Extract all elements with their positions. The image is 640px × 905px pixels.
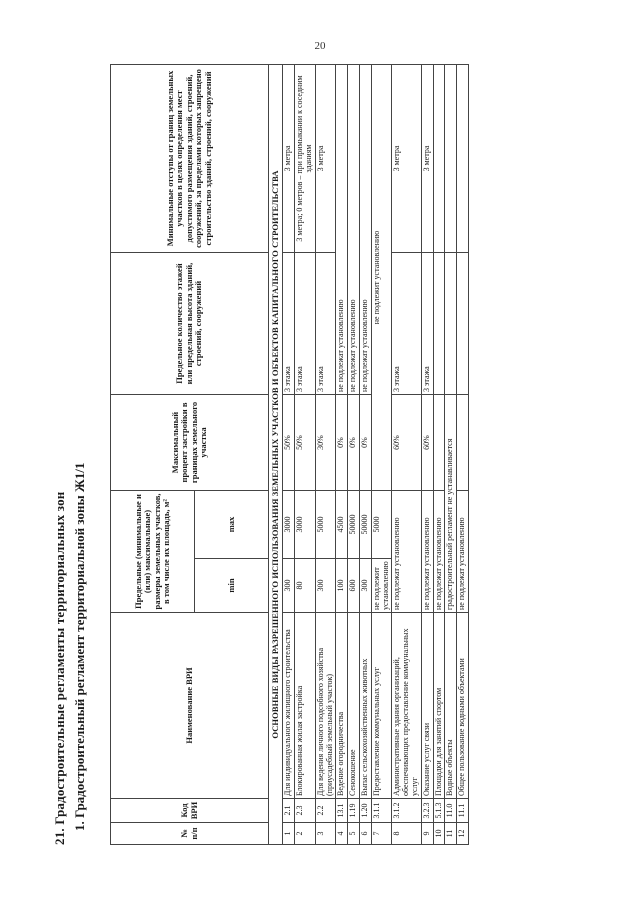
cell-size-note: не подлежат установлению [433,491,445,613]
cell-percent: 0% [359,395,371,491]
table-row [348,65,360,845]
cell-min: 80 [295,559,316,613]
cell-size-note: не подлежат установлению [421,491,433,613]
cell-setback: 3 метра [421,65,433,253]
cell-floors [457,253,469,395]
cell-percent: 60% [392,395,421,491]
cell-min: 300 [283,559,295,613]
cell-name: Водные объекты [445,613,457,799]
cell-percent [457,395,469,491]
cell-name: Блокированная жилая застройка [295,613,316,799]
cell-not-established: не подлежат установлению [348,65,360,395]
table-row [457,65,469,845]
cell-floors: 3 этажа [295,253,316,395]
cell-floors [433,253,445,395]
cell-size-note: не подлежат установлению [392,491,421,613]
col-header-name: Наименование ВРИ [111,613,269,799]
cell-num: 8 [392,823,421,845]
cell-max: 4500 [336,491,348,559]
table-row [433,65,445,845]
cell-min: не подлежит установлению [371,559,392,613]
cell-name: Выпас сельскохозяйственных животных [359,613,371,799]
cell-code: 5.1.3 [433,799,445,823]
cell-setback: 3 метра [315,65,336,253]
cell-code: 3.1.2 [392,799,421,823]
cell-min: 100 [336,559,348,613]
table-row [283,65,295,845]
cell-setback [457,65,469,253]
section-subheading: 1. Градостроительный регламент территориальной зоны Ж1/1 [72,462,87,831]
cell-name: Площадки для занятий спортом [433,613,445,799]
regulation-table [110,64,469,845]
cell-percent: 50% [295,395,316,491]
section-title: ОСНОВНЫЕ ВИДЫ РАЗРЕШЕННОГО ИСПОЛЬЗОВАНИЯ ЗЕМЕЛЬНЫХ УЧАСТКОВ И ОБЪЕКТОВ КАПИТАЛЬНОГО СТРОИТЕЛЬСТВА [269,65,283,845]
section-row [269,65,283,845]
cell-setback: 3 метра [392,65,421,253]
col-header-size: Предельные (минимальные и (или) максимальные) размеры земельных участков, в том числе их площадь, м² [111,491,195,613]
cell-setback [433,65,445,253]
cell-max: 5000 [315,491,336,559]
cell-name: Предоставление коммунальных услуг [371,613,392,799]
table-header-row [111,65,195,845]
cell-not-established: не подлежит установлению [371,65,392,491]
cell-num: 2 [295,823,316,845]
cell-num: 3 [315,823,336,845]
cell-num: 4 [336,823,348,845]
cell-name: Сенокошение [348,613,360,799]
cell-regulation-note: градостроительный регламент не устанавливается [445,395,457,613]
cell-floors: 3 этажа [315,253,336,395]
cell-code: 2.3 [295,799,316,823]
cell-code: 3.2.3 [421,799,433,823]
cell-floors: 3 этажа [283,253,295,395]
cell-num: 5 [348,823,360,845]
cell-name: Общее пользование водными объектами [457,613,469,799]
cell-code: 1.19 [348,799,360,823]
col-header-max: max [195,491,269,559]
col-header-percent: Максимальный процент застройки в границах земельного участка [111,395,269,491]
cell-code: 3.1.1 [371,799,392,823]
table-row [336,65,348,845]
rotated-content [38,65,583,845]
cell-max: 3000 [283,491,295,559]
cell-code: 13.1 [336,799,348,823]
cell-setback: 3 метра; 0 метров – при примыкании к соседним зданиям [295,65,316,253]
col-header-num: № п/п [111,823,269,845]
cell-percent: 50% [283,395,295,491]
cell-percent: 30% [315,395,336,491]
cell-max: 50000 [348,491,360,559]
cell-num: 1 [283,823,295,845]
table-row [392,65,421,845]
cell-name: Административные здания организаций, обеспечивающих предоставление коммунальных услуг [392,613,421,799]
cell-code: 2.1 [283,799,295,823]
cell-max: 50000 [359,491,371,559]
cell-size-note: не подлежат установлению [457,491,469,613]
cell-num: 11 [445,823,457,845]
table-row [359,65,371,845]
cell-not-established: не подлежат установлению [336,65,348,395]
cell-code: 2.2 [315,799,336,823]
table-row [295,65,316,845]
cell-code: 11.1 [457,799,469,823]
cell-name: Ведение огородничества [336,613,348,799]
cell-num: 7 [371,823,392,845]
table-row [445,65,457,845]
cell-percent: 60% [421,395,433,491]
cell-min: 300 [359,559,371,613]
cell-percent: 0% [336,395,348,491]
cell-floors: 3 этажа [421,253,433,395]
cell-code: 11.0 [445,799,457,823]
cell-name: Оказание услуг связи [421,613,433,799]
table-row [315,65,336,845]
cell-percent: 0% [348,395,360,491]
cell-not-established: не подлежат установлению [359,65,371,395]
cell-min: 300 [315,559,336,613]
cell-floors: 3 этажа [392,253,421,395]
cell-num: 10 [433,823,445,845]
col-header-min: min [195,559,269,613]
section-heading: 21. Градостроительные регламенты территориальных зон [52,491,67,845]
col-header-setback: Минимальные отступы от границ земельных участков в целях определения мест допустимого размещения зданий, строений, сооружений, за пределами которых запрещено строительство зданий, строений, сооружений [111,65,269,253]
cell-setback: 3 метра [283,65,295,253]
cell-name: Для индивидуального жилищного строительства [283,613,295,799]
cell-code: 1.20 [359,799,371,823]
cell-max: 3000 [295,491,316,559]
table-row [421,65,433,845]
cell-percent [433,395,445,491]
page-number: 20 [314,40,326,52]
cell-max: 5000 [371,491,392,559]
cell-setback [445,65,457,253]
cell-num: 12 [457,823,469,845]
cell-min: 600 [348,559,360,613]
cell-name: Для ведения личного подсобного хозяйства (приусадебный земельный участок) [315,613,336,799]
cell-num: 6 [359,823,371,845]
table-row [371,65,392,845]
cell-num: 9 [421,823,433,845]
col-header-code: Код ВРИ [111,799,269,823]
col-header-floors: Предельное количество этажей или предельная высота зданий, строений, сооружений [111,253,269,395]
cell-floors [445,253,457,395]
